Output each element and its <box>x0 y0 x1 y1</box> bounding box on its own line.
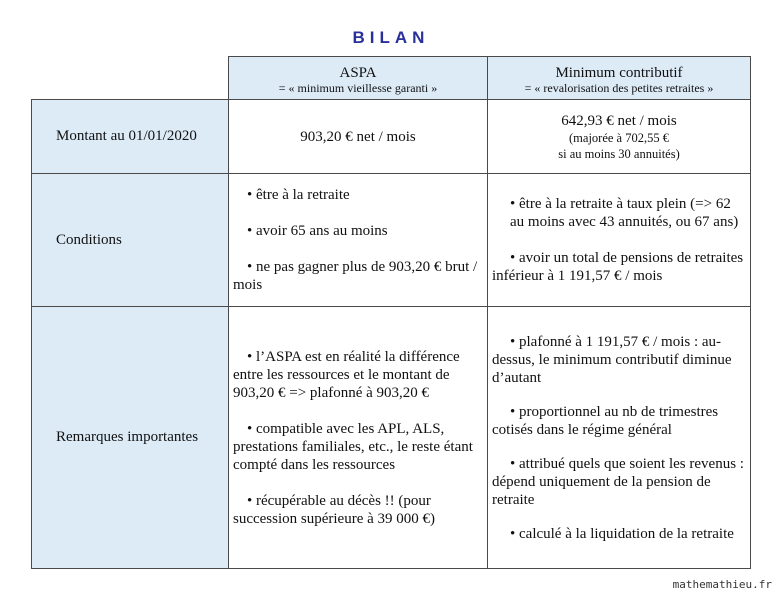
row-conditions <box>32 174 751 307</box>
list-item: • attribué quels que soient les revenus : dépend uniquement de la pension de retraite <box>492 455 744 508</box>
list-item: • récupérable au décès !! (pour succession supérieure à 39 000 €) <box>233 492 436 527</box>
conditions-aspa <box>229 174 488 307</box>
header-mico-name: Minimum contributif <box>555 65 683 81</box>
page-title: BILAN <box>352 28 430 47</box>
row-label-remarques: Remarques importantes <box>32 307 229 569</box>
montant-aspa: 903,20 € net / mois <box>229 100 488 174</box>
list-item: • l’ASPA est en réalité la différence entre les ressources et le montant de 903,20 € => plafonné à 903,20 € <box>233 348 460 401</box>
header-aspa <box>229 57 488 100</box>
row-remarques <box>32 307 751 569</box>
list-item: • être à la retraite à taux plein (=> 62 au moins avec 43 annuités, ou 67 ans) <box>510 196 739 230</box>
row-montant <box>32 100 751 174</box>
list-item: • compatible avec les APL, ALS, prestations familiales, etc., le reste étant compté dans les ressources <box>233 420 473 473</box>
remarques-mico <box>488 307 751 569</box>
watermark: mathemathieu.fr <box>672 578 772 591</box>
header-minimum-contributif <box>488 57 751 100</box>
list-item: • avoir 65 ans au moins <box>247 223 388 239</box>
list-item: • être à la retraite <box>247 187 350 203</box>
remarques-aspa <box>229 307 488 569</box>
list-item: • calculé à la liquidation de la retraite <box>510 525 734 542</box>
list-item: • proportionnel au nb de trimestres cotisés dans le régime général <box>492 403 719 438</box>
conditions-mico <box>488 174 751 307</box>
bilan-table <box>31 56 751 569</box>
list-item: • ne pas gagner plus de 903,20 € brut / mois <box>233 259 478 293</box>
montant-mico-note1: (majorée à 702,55 € <box>569 130 669 145</box>
montant-mico <box>488 100 751 174</box>
list-item: • plafonné à 1 191,57 € / mois : au-dessus, le minimum contributif diminue d’autant <box>492 333 732 386</box>
montant-mico-main: 642,93 € net / mois <box>561 112 677 129</box>
header-aspa-subtitle: = « minimum vieillesse garanti » <box>278 81 438 95</box>
row-label-conditions: Conditions <box>32 174 229 307</box>
row-label-montant: Montant au 01/01/2020 <box>32 100 229 174</box>
header-aspa-name: ASPA <box>339 65 377 81</box>
header-row <box>32 57 751 100</box>
header-mico-subtitle: = « revalorisation des petites retraites » <box>524 81 714 95</box>
corner-cell <box>32 57 229 100</box>
list-item: • avoir un total de pensions de retraites inférieur à 1 191,57 € / mois <box>492 250 744 284</box>
montant-mico-note2: si au moins 30 annuités) <box>558 146 680 161</box>
